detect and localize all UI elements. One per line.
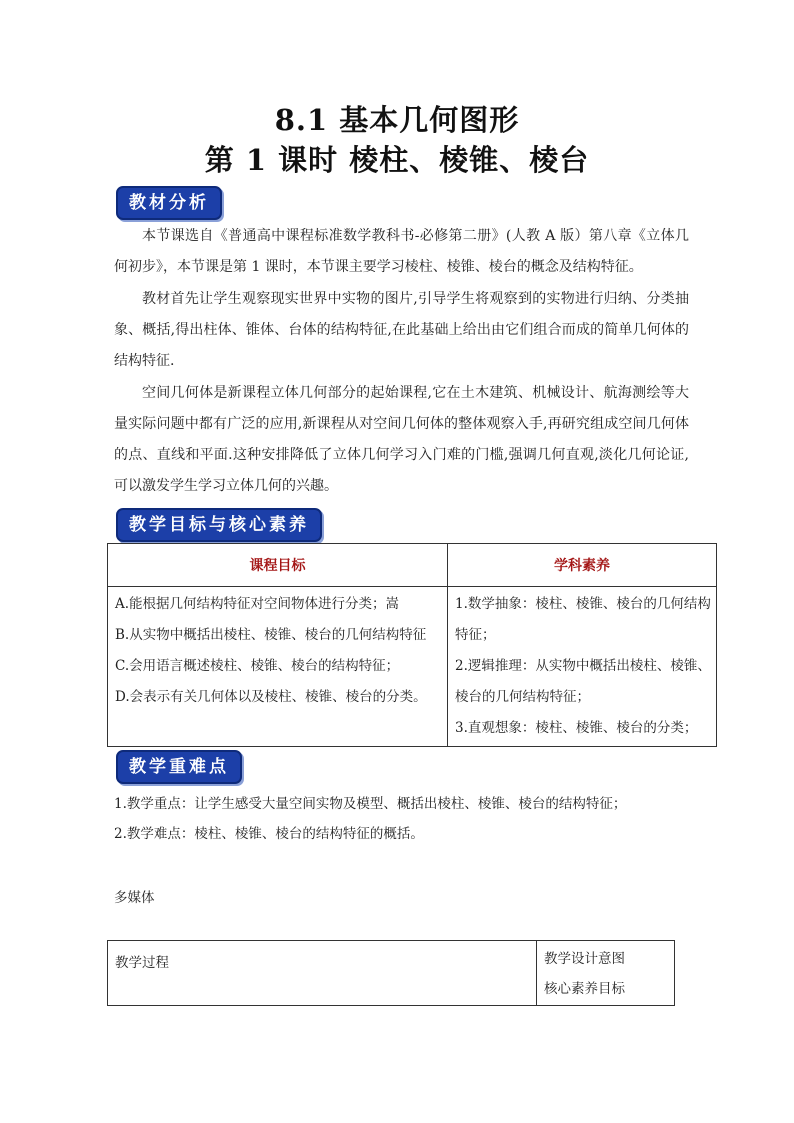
design-cell <box>537 941 675 1006</box>
goals-table <box>107 543 717 747</box>
literacy-item: 3.直观想象：棱柱、棱锥、棱台的分类； <box>455 720 698 736</box>
section-label-keypoints: 教学重难点 <box>116 750 242 784</box>
media-text: 多媒体 <box>114 890 155 906</box>
analysis-paragraph-2: 教材首先让学生观察现实世界中实物的图片,引导学生将观察到的实物进行归纳、分类抽象、概括,得出柱体、锥体、台体的结构特征,在此基础上给出由它们组合而成的简单几何体的结构特征. <box>114 291 689 369</box>
goal-item: B.从实物中概括出棱柱、棱锥、棱台的几何结构特征 <box>115 627 427 643</box>
process-header: 教学过程 <box>115 955 169 971</box>
goal-item: C.会用语言概述棱柱、棱锥、棱台的结构特征； <box>115 658 400 674</box>
page-subtitle: 第 1 课时 棱柱、棱锥、棱台 <box>204 143 590 177</box>
goals-cell-course <box>108 587 448 747</box>
design-header-1: 教学设计意图 <box>544 951 625 967</box>
goals-header-course: 课程目标 <box>108 544 448 587</box>
analysis-paragraph-3: 空间几何体是新课程立体几何部分的起始课程,它在土木建筑、机械设计、航海测绘等大量实际问题中都有广泛的应用,新课程从对空间几何体的整体观察入手,再研究组成空间几何体的点、直线和平面.这种安排降低了立体几何学习入门难的门槛,强调几何直观,淡化几何论证,可以激发学生学习立体几何的兴趣。 <box>114 385 689 494</box>
literacy-item: 1.数学抽象：棱柱、棱锥、棱台的几何结构特征； <box>455 596 711 643</box>
section-label-goals: 教学目标与核心素养 <box>116 508 322 542</box>
goal-item: A.能根据几何结构特征对空间物体进行分类；嵩 <box>115 596 400 612</box>
keypoint-item: 2.教学难点：棱柱、棱锥、棱台的结构特征的概括。 <box>114 826 424 842</box>
goals-header-literacy: 学科素养 <box>448 544 717 587</box>
goals-cell-literacy <box>448 587 717 747</box>
design-header-2: 核心素养目标 <box>544 981 625 997</box>
analysis-paragraph-1: 本节课选自《普通高中课程标准数学教科书-必修第二册》(人教 A 版）第八章《立体几何初步》，本节课是第 1 课时，本节课主要学习棱柱、棱锥、棱台的概念及结构特征。 <box>114 228 689 275</box>
process-table <box>107 940 675 1006</box>
goal-item: D.会表示有关几何体以及棱柱、棱锥、棱台的分类。 <box>115 689 427 705</box>
keypoint-item: 1.教学重点：让学生感受大量空间实物及模型、概括出棱柱、棱锥、棱台的结构特征； <box>114 796 627 812</box>
page-title: 8.1 基本几何图形 <box>274 103 520 137</box>
process-cell <box>108 941 537 1006</box>
section-label-analysis: 教材分析 <box>116 186 222 220</box>
literacy-item: 2.逻辑推理：从实物中概括出棱柱、棱锥、棱台的几何结构特征； <box>455 658 711 705</box>
